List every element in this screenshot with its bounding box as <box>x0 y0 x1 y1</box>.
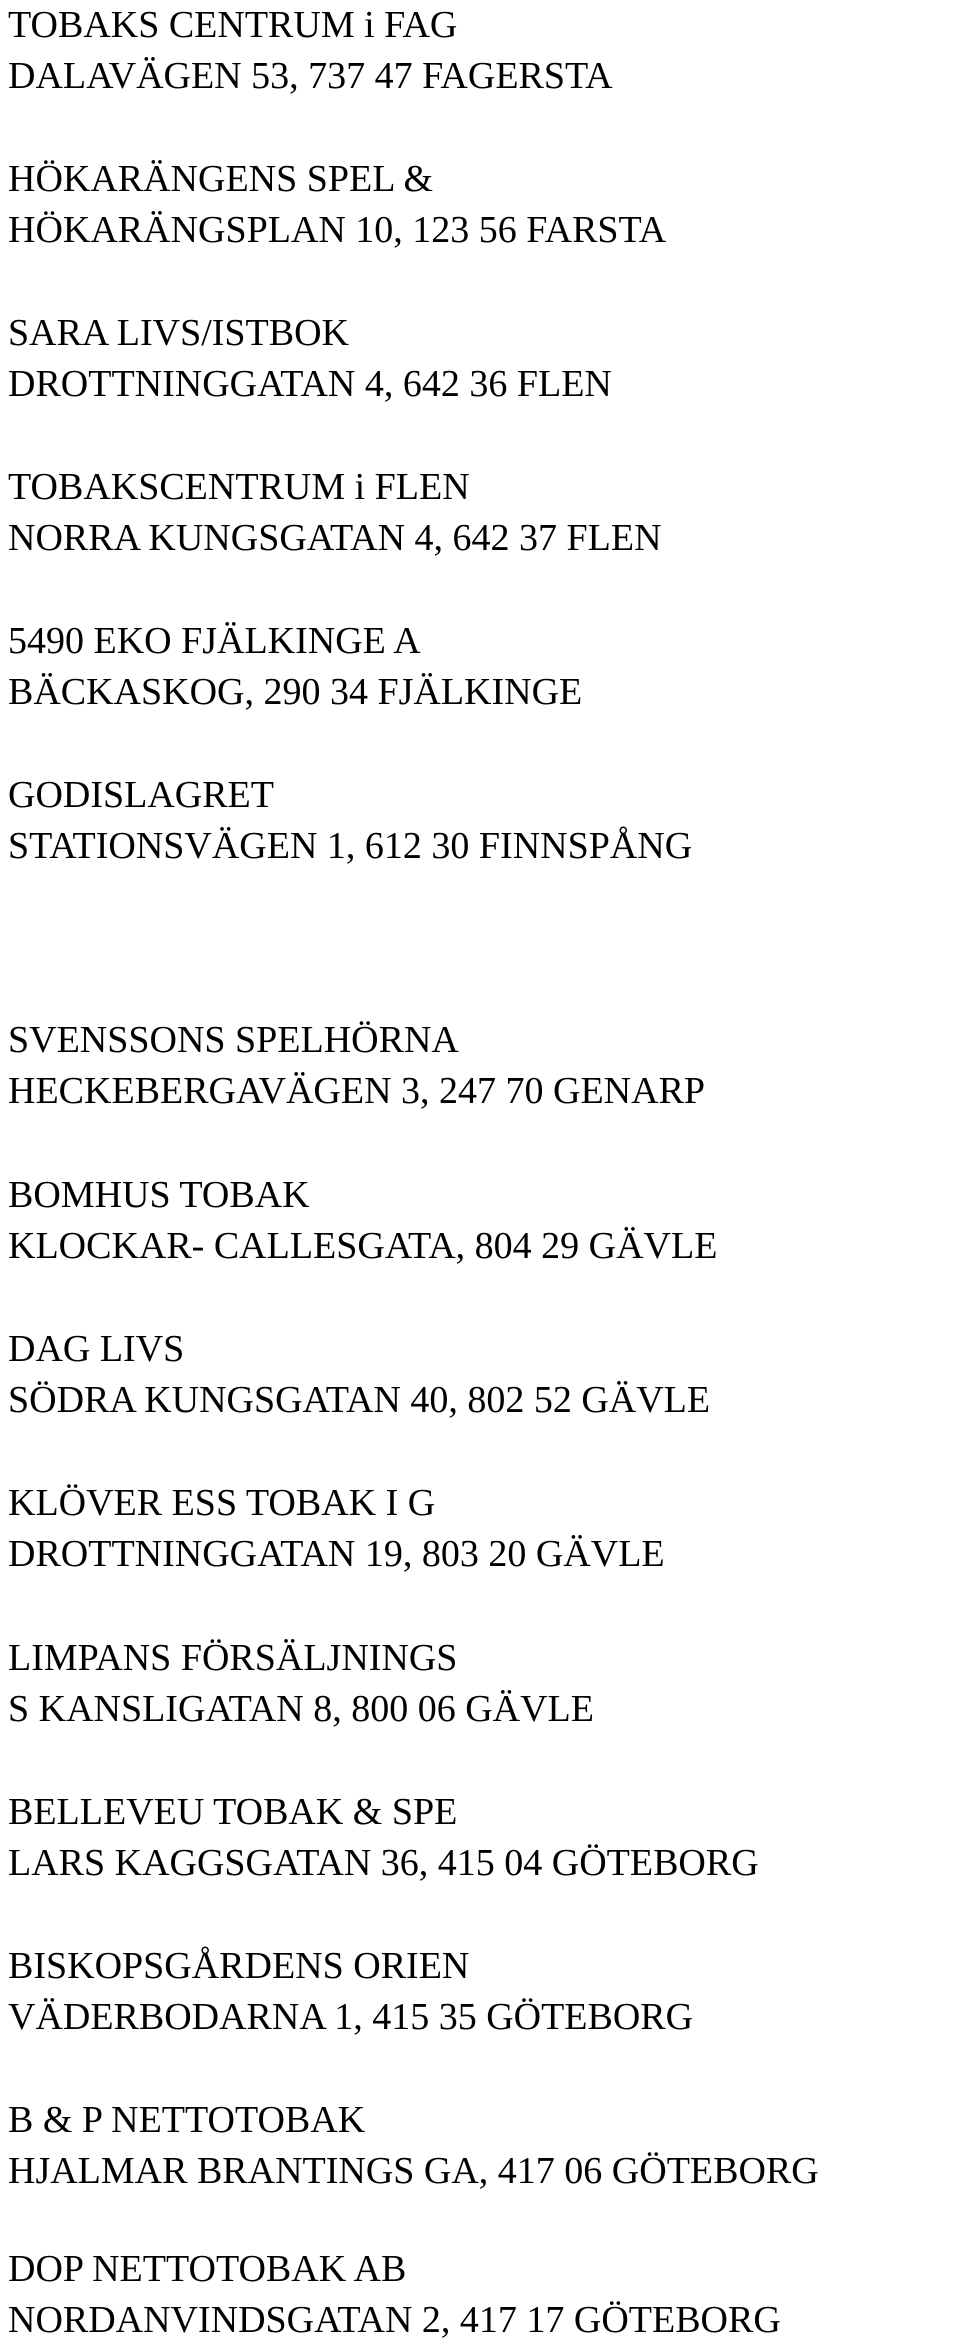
store-name: HÖKARÄNGENS SPEL & <box>8 158 434 200</box>
store-name: SVENSSONS SPELHÖRNA <box>8 1019 459 1061</box>
store-address: HÖKARÄNGSPLAN 10, 123 56 FARSTA <box>8 209 667 251</box>
store-name: B & P NETTOTOBAK <box>8 2099 366 2141</box>
store-address: S KANSLIGATAN 8, 800 06 GÄVLE <box>8 1688 594 1730</box>
store-name: TOBAKSCENTRUM i FLEN <box>8 466 470 508</box>
store-address: SÖDRA KUNGSGATAN 40, 802 52 GÄVLE <box>8 1379 711 1421</box>
store-name: KLÖVER ESS TOBAK I G <box>8 1482 436 1524</box>
store-name: DOP NETTOTOBAK AB <box>8 2248 407 2290</box>
store-address: KLOCKAR- CALLESGATA, 804 29 GÄVLE <box>8 1225 718 1267</box>
store-entry <box>8 0 953 102</box>
store-name: GODISLAGRET <box>8 774 274 816</box>
store-address: NORDANVINDSGATAN 2, 417 17 GÖTEBORG <box>8 2299 781 2341</box>
store-entry <box>8 616 953 718</box>
store-name: TOBAKS CENTRUM i FAG <box>8 4 458 46</box>
store-entry <box>8 770 953 872</box>
store-entry <box>8 2244 953 2346</box>
store-entry <box>8 1324 953 1426</box>
store-entry <box>8 1170 953 1272</box>
store-name: SARA LIVS/ISTBOK <box>8 312 349 354</box>
store-name: 5490 EKO FJÄLKINGE A <box>8 620 421 662</box>
store-name: BOMHUS TOBAK <box>8 1174 310 1216</box>
store-entry <box>8 154 953 256</box>
store-entry <box>8 462 953 564</box>
store-name: DAG LIVS <box>8 1328 185 1370</box>
store-entry <box>8 2095 953 2197</box>
store-entry <box>8 308 953 410</box>
store-address: VÄDERBODARNA 1, 415 35 GÖTEBORG <box>8 1996 694 2038</box>
store-address: HJALMAR BRANTINGS GA, 417 06 GÖTEBORG <box>8 2150 819 2192</box>
store-entry <box>8 1478 953 1580</box>
store-name: BELLEVEU TOBAK & SPE <box>8 1791 458 1833</box>
store-address: HECKEBERGAVÄGEN 3, 247 70 GENARP <box>8 1070 706 1112</box>
store-address: BÄCKASKOG, 290 34 FJÄLKINGE <box>8 671 583 713</box>
store-address: LARS KAGGSGATAN 36, 415 04 GÖTEBORG <box>8 1842 759 1884</box>
store-entry <box>8 1015 953 1117</box>
store-name: LIMPANS FÖRSÄLJNINGS <box>8 1637 458 1679</box>
store-address: STATIONSVÄGEN 1, 612 30 FINNSPÅNG <box>8 825 693 867</box>
store-entry <box>8 1633 953 1735</box>
store-entry <box>8 1787 953 1889</box>
store-address: NORRA KUNGSGATAN 4, 642 37 FLEN <box>8 517 662 559</box>
store-entry <box>8 1941 953 2043</box>
store-address: DROTTNINGGATAN 19, 803 20 GÄVLE <box>8 1533 665 1575</box>
store-name: BISKOPSGÅRDENS ORIEN <box>8 1945 470 1987</box>
store-address: DALAVÄGEN 53, 737 47 FAGERSTA <box>8 55 613 97</box>
store-address: DROTTNINGGATAN 4, 642 36 FLEN <box>8 363 612 405</box>
